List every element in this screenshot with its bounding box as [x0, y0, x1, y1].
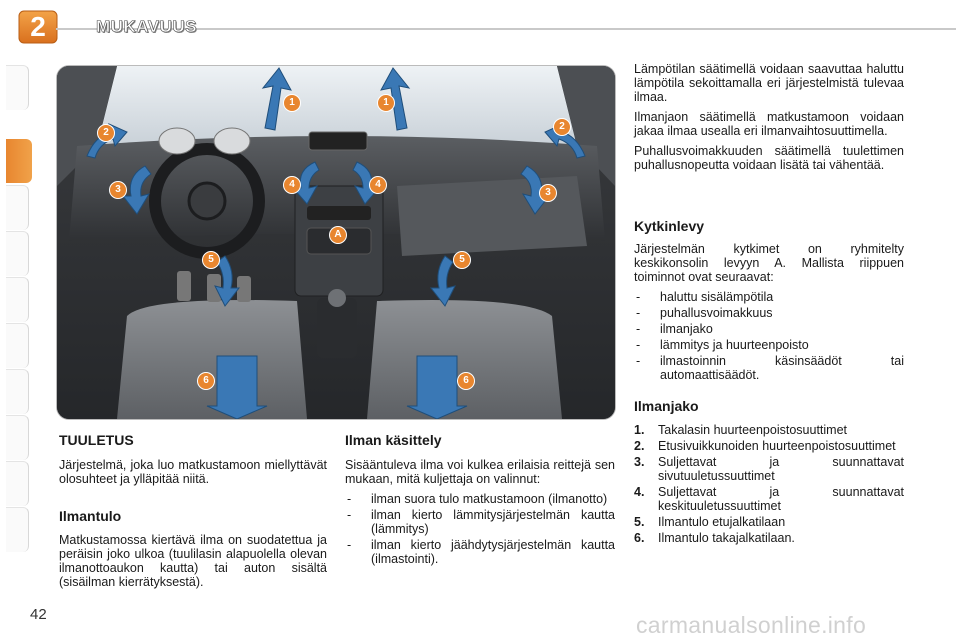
list-item: 6. Ilmantulo takajalkatilaan.: [634, 531, 795, 545]
chapter-tab[interactable]: [6, 185, 29, 230]
callout-6-left: 6: [197, 372, 215, 390]
driver-seat: [117, 300, 307, 419]
chapter-tab[interactable]: [6, 461, 29, 506]
page-number: 42: [30, 606, 47, 623]
pedal: [237, 276, 251, 302]
gauge-left: [159, 128, 195, 154]
callout-5-left: 5: [202, 251, 220, 269]
list-item: 4. Suljettavat ja suunnattavat keskituuletussuuttimet: [634, 485, 904, 513]
section-title-kytkinlevy: Kytkinlevy: [634, 218, 705, 234]
ilmantulo-body-text: Matkustamossa kiertävä ilma on suodatettua ja peräisin joko ulkoa (tuulilasin alapuolella olevan ilmanottoaukon kautta) tai auton sisältä (sisäilman kierrätyksestä).: [59, 533, 327, 589]
callout-1-right: 1: [377, 94, 395, 112]
steering-hub: [189, 183, 225, 219]
watermark: carmanualsonline.info: [636, 612, 867, 638]
ilman-kasittely-list: [345, 492, 615, 566]
ilmanjako-content: [634, 423, 904, 547]
list-item: - ilmanjako: [636, 322, 713, 336]
display: [309, 132, 367, 150]
ilman-kasittely-intro: Sisääntuleva ilma voi kulkea erilaisia reittejä sen mukaan, mitä kuljettaja on valinnut:: [345, 458, 615, 486]
radio-panel: [307, 206, 371, 220]
callout-3-right: 3: [539, 184, 557, 202]
callout-2-right: 2: [553, 118, 571, 136]
callout-5-right: 5: [453, 251, 471, 269]
list-item: - ilman kierto lämmitysjärjestelmän kautta (lämmitys): [347, 508, 615, 536]
chapter-tab[interactable]: [6, 415, 29, 460]
chapter-tab[interactable]: [6, 507, 29, 552]
tuuletus-intro: [59, 458, 327, 492]
list-item: - ilmastoinnin käsinsäädöt tai automaattisäädöt.: [636, 354, 904, 382]
list-item: - lämmitys ja huurteenpoisto: [636, 338, 809, 352]
section-title-ilman-kasittely: Ilman käsittely: [345, 432, 442, 448]
list-item: 5. Ilmantulo etujalkatilaan: [634, 515, 786, 529]
chapter-tabs: [0, 65, 30, 575]
passenger-seat: [367, 300, 562, 419]
list-item: 1. Takalasin huurteenpoistosuuttimet: [634, 423, 848, 437]
chapter-tab[interactable]: [6, 231, 29, 276]
list-item: - haluttu sisälämpötila: [636, 290, 774, 304]
car-interior-illustration: [57, 66, 615, 419]
kytkinlevy-intro: Järjestelmän kytkimet on ryhmitelty keskikonsolin levyyn A. Mallista riippuen toiminnot ovat seuraavat:: [634, 242, 904, 284]
paragraph: Puhallusvoimakkuuden säätimellä tuulettimen puhallusnopeutta voidaan lisätä tai vähentää.: [634, 144, 904, 172]
section-title-ilmanjako: Ilmanjako: [634, 398, 699, 414]
chapter-tab[interactable]: [6, 277, 29, 322]
ilmanjako-list: [634, 423, 904, 545]
section-title-ilmantulo: Ilmantulo: [59, 508, 122, 524]
list-item: - puhallusvoimakkuus: [636, 306, 773, 320]
chapter-tab-active[interactable]: [6, 139, 32, 183]
kytkinlevy-content: [634, 242, 904, 384]
ilman-kasittely-content: [345, 458, 615, 568]
saatimet-text: [634, 62, 904, 178]
callout-a: A: [329, 226, 347, 244]
chapter-number: 2: [30, 11, 46, 42]
callout-1-left: 1: [283, 94, 301, 112]
list-item: - ilman suora tulo matkustamoon (ilmanotto): [347, 492, 608, 506]
paragraph: Ilmanjaon säätimellä matkustamoon voidaan jakaa ilmaa usealla eri ilmanvaihtosuuttimella.: [634, 110, 904, 138]
list-item: 2. Etusivuikkunoiden huurteenpoistosuuttimet: [634, 439, 896, 453]
callout-4-left: 4: [283, 176, 301, 194]
chapter-badge: [18, 10, 58, 44]
callout-2-left: 2: [97, 124, 115, 142]
list-item: 3. Suljettavat ja suunnattavat sivutuuletussuuttimet: [634, 455, 904, 483]
ilmantulo-body: [59, 533, 327, 595]
chapter-tab[interactable]: [6, 65, 29, 110]
paragraph: Lämpötilan säätimellä voidaan saavuttaa haluttu lämpötila sekoittamalla eri järjestelmistä tulevaa ilmaa.: [634, 62, 904, 104]
section-title-tuuletus: TUULETUS: [59, 432, 134, 448]
callout-3-left: 3: [109, 181, 127, 199]
glovebox: [397, 176, 587, 256]
kytkinlevy-list: [634, 290, 904, 382]
gauge-right: [214, 128, 250, 154]
callout-4-right: 4: [369, 176, 387, 194]
chapter-tab[interactable]: [6, 323, 29, 368]
gear-knob: [328, 289, 346, 307]
callout-6-right: 6: [457, 372, 475, 390]
tuuletus-intro-text: Järjestelmä, joka luo matkustamoon miellyttävät olosuhteet ja ylläpitää niitä.: [59, 458, 327, 486]
chapter-title: MUKAVUUS: [96, 17, 197, 36]
list-item: - ilman kierto jäähdytysjärjestelmän kautta (ilmastointi).: [347, 538, 615, 566]
pedal: [177, 271, 191, 301]
chapter-tab[interactable]: [6, 369, 29, 414]
